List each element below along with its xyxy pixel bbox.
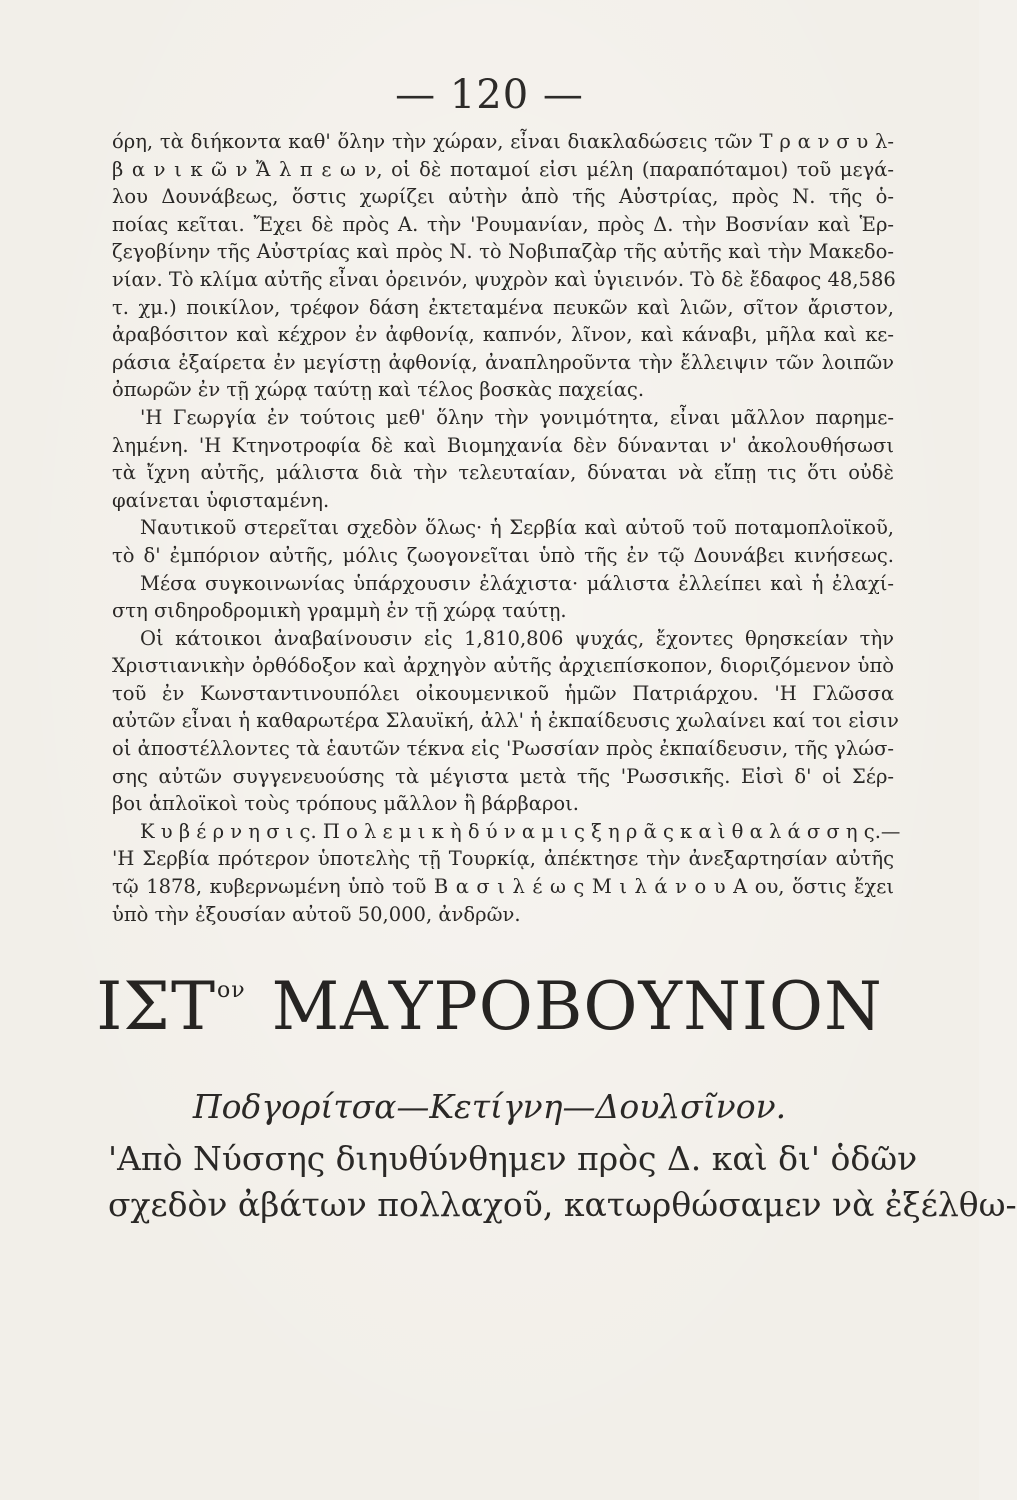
heading-ordinal: ον	[216, 978, 246, 1003]
text-line: τὰ ἴχνη αὐτῆς, μάλιστα διὰ τὴν τελευταίαν, δύναται νὰ εἴπῃ τις ὅτι οὐδὲ	[112, 461, 894, 485]
text-line: Κ υ β έ ρ ν η σ ι ς. Π ο λ ε μ ι κ ὴ δ ύ ν α μ ι ς ξ η ρ ᾶ ς κ α ὶ θ α λ ά σ σ η ς.—	[140, 819, 901, 843]
heading-title: ΜΑΥΡΟΒΟΥΝΙΟΝ	[271, 968, 883, 1045]
page-number: — 120 —	[395, 72, 584, 118]
text-line: σχεδὸν ἀβάτων πολλαχοῦ, κατωρθώσαμεν νὰ ἐξέλθω-	[108, 1185, 1017, 1224]
text-line: 'Η Σερβία πρότερον ὑποτελὴς τῇ Τουρκίᾳ, ἀπέκτησε τὴν ἀνεξαρτησίαν αὐτῆς	[112, 847, 894, 871]
section-text	[108, 1136, 1017, 1228]
text-line: 'Απὸ Νύσσης διηυθύνθημεν πρὸς Δ. καὶ δι' ὁδῶν	[108, 1139, 918, 1178]
text-line: ἀραβόσιτον καὶ κέχρον ἐν ἀφθονίᾳ, καπνόν, λῖνον, καὶ κάναβι, μῆλα καὶ κε-	[112, 323, 894, 347]
text-line: 'Η Γεωργία ἐν τούτοις μεθ' ὅλην τὴν γονιμότητα, εἶναι μᾶλλον παρημε-	[140, 405, 894, 429]
text-line: Χριστιανικὴν ὀρθόδοξον καὶ ἀρχηγὸν αὐτῆς ἀρχιεπίσκοπον, διοριζόμενον ὑπὸ	[112, 654, 894, 678]
text-line: όρη, τὰ διήκοντα καθ' ὅλην τὴν χώραν, εἶναι διακλαδώσεις τῶν Τ ρ α ν σ υ λ-	[112, 130, 894, 153]
text-line: τὸ δ' ἐμπόριον αὐτῆς, μόλις ζωογονεῖται ὑπὸ τῆς ἐν τῷ Δουνάβει κινήσεως.	[112, 543, 894, 567]
text-line: ποίας κεῖται. Ἔχει δὲ πρὸς Α. τὴν 'Ρουμανίαν, πρὸς Δ. τὴν Βοσνίαν καὶ Ἑρ-	[112, 212, 894, 236]
body-text	[112, 128, 901, 928]
text-line: ζεγοβίνην τῆς Αὐστρίας καὶ πρὸς Ν. τὸ Νοβιπαζὰρ τῆς αὐτῆς καὶ τὴν Μακεδο-	[112, 240, 894, 264]
text-line: νίαν. Τὸ κλίμα αὐτῆς εἶναι ὀρεινόν, ψυχρὸν καὶ ὑγιεινόν. Τὸ δὲ ἔδαφος 48,586	[112, 267, 896, 291]
text-line: βοι ἁπλοϊκοὶ τοὺς τρόπους μᾶλλον ἢ βάρβαροι.	[112, 792, 580, 816]
text-line: ὀπωρῶν ἐν τῇ χώρᾳ ταύτῃ καὶ τέλος βοσκὰς παχείας.	[112, 378, 645, 402]
text-line: οἱ ἀποστέλλοντες τὰ ἑαυτῶν τέκνα εἰς 'Ρωσσίαν πρὸς ἐκπαίδευσιν, τῆς γλώσ-	[112, 737, 894, 761]
section-subtitle: Ποδγορίτσα—Κετίγνη—Δουλσῖνον.	[192, 1087, 787, 1126]
text-line: φαίνεται ὑφισταμένη.	[112, 488, 330, 512]
text-line: β α ν ι κ ῶ ν Ἄ λ π ε ω ν, οἱ δὲ ποταμοί εἰσι μέλη (παραπόταμοι) τοῦ μεγά-	[112, 157, 894, 181]
heading-number: ΙΣΤ	[96, 968, 216, 1045]
text-line: αὐτῶν εἶναι ἡ καθαρωτέρα Σλαυϊκή, ἀλλ' ἡ ἐκπαίδευσις χωλαίνει καί τοι εἰσιν	[112, 709, 899, 733]
text-line: λημένη. 'Η Κτηνοτροφία δὲ καὶ Βιομηχανία δὲν δύνανται ν' ἀκολουθήσωσι	[112, 433, 894, 457]
text-line: στη σιδηροδρομικὴ γραμμὴ ἐν τῇ χώρᾳ ταύτῃ.	[112, 599, 567, 623]
text-line: τ. χμ.) ποικίλον, τρέφον δάση ἐκτεταμένα πευκῶν καὶ λιῶν, σῖτον ἄριστον,	[112, 295, 894, 319]
section-heading	[0, 968, 979, 1045]
text-line: ράσια ἐξαίρετα ἐν μεγίστῃ ἀφθονίᾳ, ἀναπληροῦντα τὴν ἔλλειψιν τῶν λοιπῶν	[112, 350, 894, 374]
text-line: τῷ 1878, κυβερνωμένη ὑπὸ τοῦ Β α σ ι λ έ ω ς Μ ι λ ά ν ο υ Α ου, ὅστις ἔχει	[112, 875, 894, 899]
text-line: Οἱ κάτοικοι ἀναβαίνουσιν εἰς 1,810,806 ψυχάς, ἔχοντες θρησκείαν τὴν	[140, 626, 894, 650]
text-line: Ναυτικοῦ στερεῖται σχεδὸν ὅλως· ἡ Σερβία καὶ αὐτοῦ τοῦ ποταμοπλοϊκοῦ,	[140, 516, 894, 540]
text-line: Μέσα συγκοινωνίας ὑπάρχουσιν ἐλάχιστα· μάλιστα ἐλλείπει καὶ ἡ ἐλαχί-	[140, 571, 894, 595]
text-line: λου Δουνάβεως, ὅστις χωρίζει αὐτὴν ἀπὸ τῆς Αὐστρίας, πρὸς Ν. τῆς ὁ-	[112, 185, 894, 209]
text-line: ὑπὸ τὴν ἐξουσίαν αὐτοῦ 50,000, ἀνδρῶν.	[112, 902, 521, 926]
text-line: σης αὐτῶν συγγενευούσης τὰ μέγιστα μετὰ τῆς 'Ρωσσικῆς. Εἰσὶ δ' οἱ Σέρ-	[112, 764, 894, 788]
text-line: τοῦ ἐν Κωνσταντινουπόλει οἰκουμενικοῦ ἡμῶν Πατριάρχου. 'Η Γλῶσσα	[112, 681, 894, 705]
